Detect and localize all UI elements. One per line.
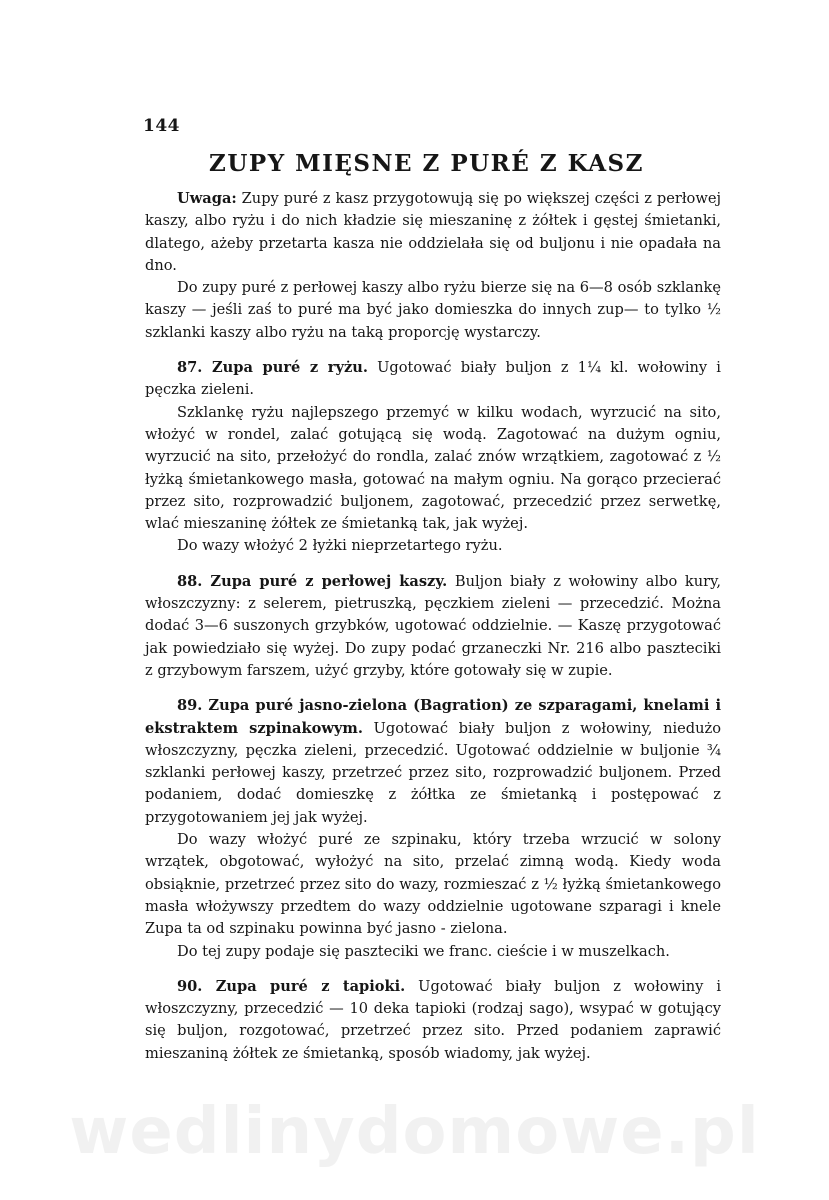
intro-paragraph [145, 188, 721, 277]
page-title: ZUPY MIĘSNE Z PURÉ Z KASZ [209, 150, 644, 177]
recipe-87-body-1: Szklankę ryżu najlepszego przemyć w kilku wodach, wyrzucić na sito, włożyć w rondel, zalać gotującą się wodą. Zagotować na dużym ogniu, wyrzucić na sito, przełożyć do rondla, zalać znów wrzątkiem, zagotować z ½ łyżką śmietankowego masła, gotować na małym ogniu. Na gorąco przecierać przez sito, rozprowadzić buljonem, zagotować, przecedzić przez serwetkę, wlać mieszaninę żółtek ze śmietanką tak, jak wyżej. [145, 403, 721, 533]
intro-label: Uwaga: [177, 190, 237, 207]
recipe-number: 88. [177, 572, 203, 590]
intro-text: Zupy puré z kasz przygotowują się po większej części z perłowej kaszy, albo ryżu i do nich kładzie się mieszaninę z żółtek i gęstej śmietanki, dlatego, ażeby przetarta kasza nie oddzielała się od buljonu i nie opadała na dno. [145, 190, 721, 274]
watermark: wedlinydomowe.pl [69, 1095, 760, 1169]
recipe-90-paragraph [145, 976, 721, 1065]
recipe-89-paragraph [145, 695, 721, 829]
recipe-lead: Ugotować biały buljon z 1¼ kl. wołowiny i pęczka zieleni. [145, 359, 721, 399]
recipe-lead: Buljon biały z wołowiny albo kury, włoszczyzny: z selerem, pietruszką, pęczkiem zieleni — przecedzić. Można dodać 3—6 suszonych grzybków, ugotować oddzielnie. — Kaszę przygotować jak powiedziało się wyżej. Do zupy podać grzaneczki Nr. 216 albo paszteciki z grzybowym farszem, użyć grzyby, które gotowały się w zupie. [145, 572, 722, 679]
recipe-88-paragraph [145, 571, 721, 682]
recipe-heading: Zupa puré z ryżu. [202, 359, 368, 377]
recipe-87-paragraph [145, 357, 721, 402]
recipe-heading: Zupa puré jasno-zielona (Bagration) ze szparagami, knelami i ekstraktem szpinakowym. [145, 697, 721, 737]
recipe-lead: Ugotować biały buljon z wołowiny i włoszczyzny, przecedzić — 10 deka tapioki (rodzaj sago), wsypać w gotujący się buljon, rozgotować, przetrzeć przez sito. Przed podaniem zaprawić mieszaniną żółtek ze śmietanką, sposób wiadomy, jak wyżej. [145, 977, 721, 1062]
page-body [145, 188, 721, 1065]
recipe-number: 89. [177, 697, 203, 715]
intro-paragraph-2: Do zupy puré z perłowej kaszy albo ryżu bierze się na 6—8 osób szklankę kaszy — jeśli zaś to puré ma być jako domieszka do innych zup— to tylko ½ szklanki kaszy albo ryżu na taką proporcję wystarczy. [145, 279, 721, 341]
recipe-heading: Zupa puré z tapioki. [202, 977, 406, 995]
recipe-89-body-1: Do wazy włożyć puré ze szpinaku, który trzeba wrzucić w solony wrzątek, obgotować, wyłożyć na sito, przelać zimną wodą. Kiedy woda obsiąknie, przetrzeć przez sito do wazy, rozmieszać z ½ łyżką śmietankowego masła włożywszy przedtem do wazy oddzielnie ugotowane szparagi i knele Zupa ta od szpinaku powinna być jasno - zielona. [145, 831, 721, 938]
recipe-89-body-2: Do tej zupy podaje się paszteciki we franc. cieście i w muszelkach. [177, 942, 670, 960]
recipe-number: 90. [177, 977, 203, 995]
recipe-heading: Zupa puré z perłowej kaszy. [202, 572, 448, 590]
recipe-number: 87. [177, 359, 203, 377]
recipe-87-body-2: Do wazy włożyć 2 łyżki nieprzetartego ryżu. [177, 537, 503, 555]
recipe-lead: Ugotować biały buljon z wołowiny, niedużo włoszczyzny, pęczka zieleni, przecedzić. Ugotować oddzielnie w buljonie ¾ szklanki perłowej kaszy, przetrzeć przez sito, rozprowadzić buljonem. Przed podaniem, dodać domieszkę z żółtka ze śmietanką i postępować z przygotowaniem jej jak wyżej. [145, 719, 721, 826]
page-number: 144 [143, 116, 180, 136]
